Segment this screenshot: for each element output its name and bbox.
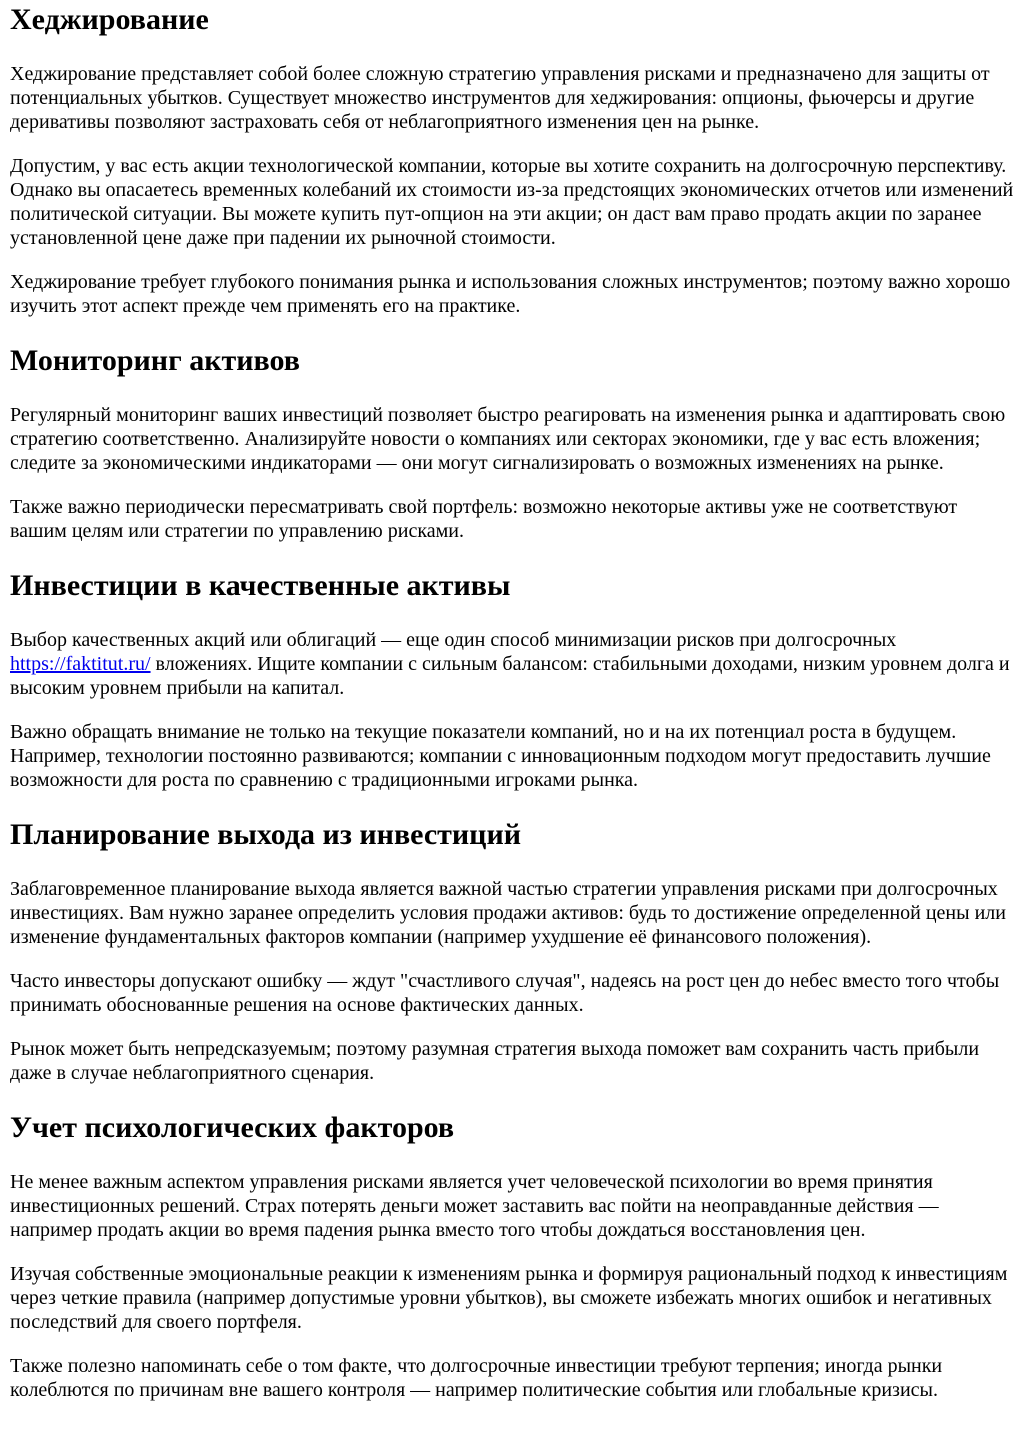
document-body <box>0 2 1024 1402</box>
paragraph-text: Выбор качественных акций или облигаций — еще один способ минимизации рисков при долгосрочных <box>10 629 897 651</box>
faktitut-link[interactable]: https://faktitut.ru/ <box>10 653 151 675</box>
paragraph: Хеджирование представляет собой более сложную стратегию управления рисками и предназначено для защиты от потенциальных убытков. Существует множество инструментов для хеджирования: опционы, фьючерсы и другие деривативы позволяют застраховать себя от неблагоприятного изменения цен на рынке. <box>10 63 990 133</box>
paragraph: Не менее важным аспектом управления рисками является учет человеческой психологии во время принятия инвестиционных решений. Страх потерять деньги может заставить вас пойти на неоправданные действия — например продать акции во время падения рынка вместо того чтобы дождаться восстановления цен. <box>10 1171 939 1241</box>
paragraph: Хеджирование требует глубокого понимания рынка и использования сложных инструментов; поэтому важно хорошо изучить этот аспект прежде чем применять его на практике. <box>10 271 1011 317</box>
section-heading-hedging: Хеджирование <box>10 3 209 36</box>
paragraph: Важно обращать внимание не только на текущие показатели компаний, но и на их потенциал роста в будущем. Например, технологии постоянно развиваются; компании с инновационным подходом могут предоставить лучшие возможности для роста по сравнению с традиционными игроками рынка. <box>10 721 991 791</box>
section-heading-quality-assets: Инвестиции в качественные активы <box>10 569 511 602</box>
paragraph: Также полезно напоминать себе о том факте, что долгосрочные инвестиции требуют терпения; иногда рынки колеблются по причинам вне вашего контроля — например политические события или глобальные кризисы. <box>10 1355 943 1401</box>
paragraph-with-link <box>10 628 1014 700</box>
paragraph: Допустим, у вас есть акции технологической компании, которые вы хотите сохранить на долгосрочную перспективу. Однако вы опасаетесь временных колебаний их стоимости из-за предстоящих экономических отчетов или изменений политической ситуации. Вы можете купить пут-опцион на эти акции; он даст вам право продать акции по заранее установленной цене даже при падении их рыночной стоимости. <box>10 155 1014 249</box>
section-heading-exit-planning: Планирование выхода из инвестиций <box>10 818 522 851</box>
paragraph: Заблаговременное планирование выхода является важной частью стратегии управления рисками при долгосрочных инвестициях. Вам нужно заранее определить условия продажи активов: будь то достижение определенной цены или изменение фундаментальных факторов компании (например ухудшение её финансового положения). <box>10 878 1006 948</box>
section-heading-asset-monitoring: Мониторинг активов <box>10 344 300 377</box>
paragraph: Часто инвесторы допускают ошибку — ждут "счастливого случая", надеясь на рост цен до небес вместо того чтобы принимать обоснованные решения на основе фактических данных. <box>10 970 1000 1016</box>
paragraph-text: вложениях. Ищите компании с сильным балансом: стабильными доходами, низким уровнем долга и высоким уровнем прибыли на капитал. <box>10 653 1010 699</box>
paragraph: Регулярный мониторинг ваших инвестиций позволяет быстро реагировать на изменения рынка и адаптировать свою стратегию соответственно. Анализируйте новости о компаниях или секторах экономики, где у вас есть вложения; следите за экономическими индикаторами — они могут сигнализировать о возможных изменениях на рынке. <box>10 404 1006 474</box>
section-heading-psychology: Учет психологических факторов <box>10 1111 455 1144</box>
paragraph: Рынок может быть непредсказуемым; поэтому разумная стратегия выхода поможет вам сохранить часть прибыли даже в случае неблагоприятного сценария. <box>10 1038 980 1084</box>
paragraph: Изучая собственные эмоциональные реакции к изменениям рынка и формируя рациональный подход к инвестициям через четкие правила (например допустимые уровни убытков), вы сможете избежать многих ошибок и негативных последствий для своего портфеля. <box>10 1263 1008 1333</box>
paragraph: Также важно периодически пересматривать свой портфель: возможно некоторые активы уже не соответствуют вашим целям или стратегии по управлению рисками. <box>10 496 958 542</box>
